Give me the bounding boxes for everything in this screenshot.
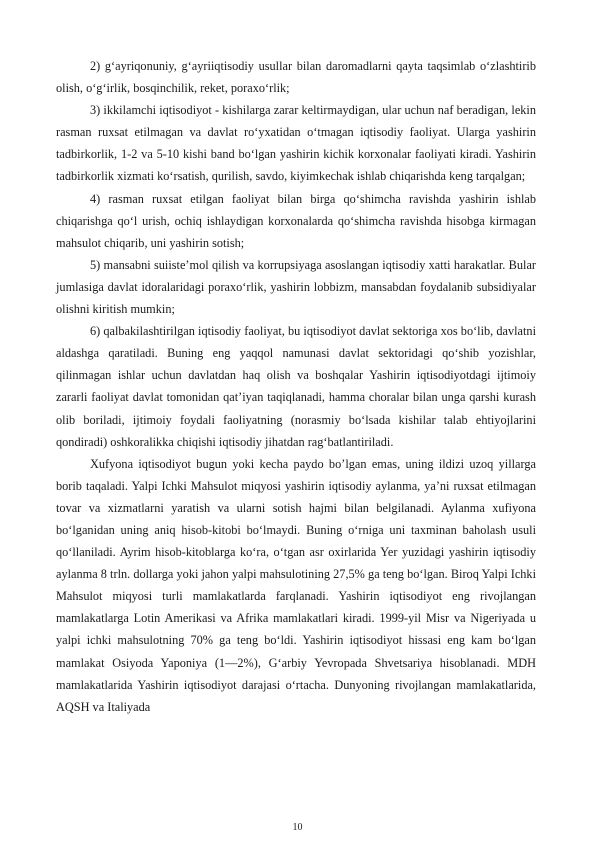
paragraph-item-3: 3) ikkilamchi iqtisodiyot - kishilarga zarar keltirmaydigan, ular uchun naf beradigan, lekin rasman ruxsat etilmagan va davlat ro‘yxatidan o‘tmagan iqtisodiy faoliyat. Ularga yashirin tadbirkorlik, 1-2 va 5-10 kishi band bo‘lgan yashirin kichik korxonalar faoliyati kiradi. Yashirin tadbirkorlik xizmati ko‘rsatish, qurilish, savdo, kiyimkechak ishlab chiqarishda keng tarqalgan; xyxy=(56,103,536,184)
paragraph-item-6: 6) qalbakilashtirilgan iqtisodiy faoliyat, bu iqtisodiyot davlat sektoriga xos bo‘lib, davlatni aldashga qaratiladi. Buning eng yaqqol namunasi davlat sektoridagi qo‘shib yozishlar, qilinmagan ishlar uchun davlatdan haq olish va boshqalar Yashirin iqtisodiyotdagi ijtimoiy zararli faoliyat davlat tomonidan qat’iyan taqiqlanadi, hamma choralar bilan unga qarshi kurash olib boriladi, ijtimoiy foydali faoliyatning (norasmiy bo‘lsada kishilar talab ehtiyojlarini qondiradi) oshkoralikka chiqishi iqtisodiy jihatdan rag‘batlantiriladi. xyxy=(56,324,536,449)
paragraph-item-2: 2) g‘ayriqonuniy, g‘ayriiqtisodiy usullar bilan daromadlarni qayta taqsimlab o‘zlashtirib olish, o‘g‘irlik, bosqinchilik, reket, poraxo‘rlik; xyxy=(56,59,536,96)
paragraph-xufyona: Xufyona iqtisodiyot bugun yoki kecha paydo bo’lgan emas, uning ildizi uzoq yillarga borib taqaladi. Yalpi Ichki Mahsulot miqyosi yashirin iqtisodiy aylanma, ya’ni ruxsat etilmagan tovar va xizmatlarni yaratish va ularni sotish hajmi bilan belgilanadi. Aylanma xufiyona bo‘lganidan uning aniq hisob-kitobi bo‘lmaydi. Buning o‘rniga uni taxminan baholash usuli qo‘llaniladi. Ayrim hisob-kitoblarga ko‘ra, o‘tgan asr oxirlarida Yer yuzidagi yashirin iqtisodiy aylanma 8 trln. dollarga yoki jahon yalpi mahsulotining 27,5% ga teng bo‘lgan. Biroq Yalpi Ichki Mahsulot miqyosi turli mamlakatlarda farqlanadi. Yashirin iqtisodiyot eng rivojlangan mamlakatlarga Lotin Amerikasi va Afrika mamlakatlari kiradi. 1999-yil Misr va Nigeriyada u yalpi ichki mahsulotning 70% ga teng bo‘ldi. Yashirin iqtisodiyot hissasi eng kam bo‘lgan mamlakat Osiyoda Yaponiya (1—2%), G‘arbiy Yevropada Shvetsariya hisoblanadi. MDH mamlakatlarida Yashirin iqtisodiyot darajasi o‘rtacha. Dunyoning rivojlangan mamlakatlarida, AQSH va Italiyada xyxy=(56,456,536,714)
paragraph-item-5: 5) mansabni suiiste’mol qilish va korrupsiyaga asoslangan iqtisodiy xatti harakatlar. Bular jumlasiga davlat idoralaridagi poraxo‘rlik, yashirin lobbizm, mansabdan foydalanib subsidiyalar olishni kiritish mumkin; xyxy=(56,257,536,317)
paragraph-item-4: 4) rasman ruxsat etilgan faoliyat bilan birga qo‘shimcha ravishda yashirin ishlab chiqarishga qo‘l urish, ochiq ishlaydigan korxonalarda qo‘shimcha ravishda hisobga kirmagan mahsulot chiqarib, uni yashirin sotish; xyxy=(56,191,536,250)
document-page xyxy=(56,55,536,718)
page-number: 10 xyxy=(292,822,303,833)
